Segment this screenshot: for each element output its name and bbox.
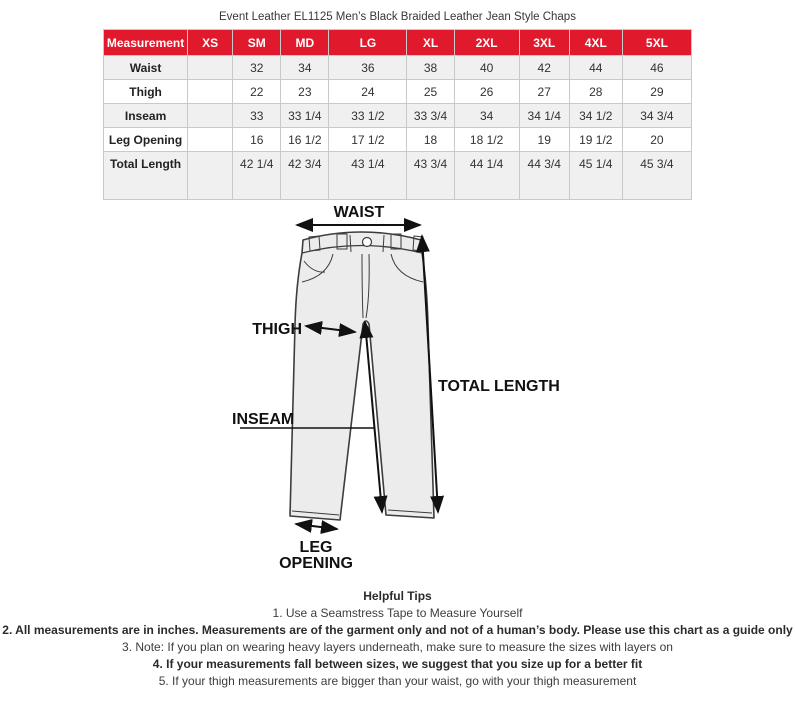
measurement-label-cell: Inseam [104, 104, 188, 128]
measurement-label-cell: Leg Opening [104, 128, 188, 152]
size-cell: 22 [233, 80, 281, 104]
size-cell: 42 3/4 [281, 152, 329, 200]
waist-button [363, 238, 372, 247]
pants-illustration [290, 232, 434, 520]
waist-label: WAIST [333, 204, 385, 221]
tip-item: 1. Use a Seamstress Tape to Measure Yourself [272, 606, 523, 620]
size-cell: 24 [329, 80, 407, 104]
tips-heading: Helpful Tips [363, 589, 432, 603]
measurement-label-cell: Thigh [104, 80, 188, 104]
size-cell: 27 [519, 80, 569, 104]
column-header-xs: XS [188, 30, 233, 56]
size-cell: 43 3/4 [407, 152, 454, 200]
size-cell: 25 [407, 80, 454, 104]
size-cell: 16 1/2 [281, 128, 329, 152]
leg-opening-label-line2: OPENING [279, 555, 353, 572]
size-cell: 33 1/2 [329, 104, 407, 128]
size-cell: 34 1/2 [569, 104, 622, 128]
leg-opening-label-line1: LEG [299, 539, 333, 556]
size-cell: 45 1/4 [569, 152, 622, 200]
row-inseam [104, 104, 692, 128]
page-title: Event Leather EL1125 Men’s Black Braided Leather Jean Style Chaps [219, 11, 576, 23]
row-waist [104, 56, 692, 80]
size-cell: 33 3/4 [407, 104, 454, 128]
size-cell: 36 [329, 56, 407, 80]
size-cell: 16 [233, 128, 281, 152]
size-cell: 44 1/4 [454, 152, 519, 200]
measurement-label-cell: Waist [104, 56, 188, 80]
size-cell: 18 1/2 [454, 128, 519, 152]
size-cell [188, 104, 233, 128]
size-cell: 38 [407, 56, 454, 80]
size-cell [188, 80, 233, 104]
size-cell: 19 [519, 128, 569, 152]
size-cell: 23 [281, 80, 329, 104]
size-cell: 44 3/4 [519, 152, 569, 200]
size-cell: 17 1/2 [329, 128, 407, 152]
size-cell: 19 1/2 [569, 128, 622, 152]
size-cell: 34 3/4 [622, 104, 691, 128]
column-header-5xl: 5XL [622, 30, 691, 56]
size-cell: 42 [519, 56, 569, 80]
size-cell: 18 [407, 128, 454, 152]
size-cell: 46 [622, 56, 691, 80]
size-cell: 33 1/4 [281, 104, 329, 128]
size-cell: 45 3/4 [622, 152, 691, 200]
row-thigh [104, 80, 692, 104]
tip-item: 2. All measurements are in inches. Measurements are of the garment only and not of a human’s body. Please use this chart as a guide only [2, 623, 793, 637]
helpful-tips-section [0, 588, 795, 690]
size-cell: 20 [622, 128, 691, 152]
size-cell: 34 [454, 104, 519, 128]
size-cell: 28 [569, 80, 622, 104]
size-cell: 40 [454, 56, 519, 80]
header-row [104, 30, 692, 56]
size-cell: 44 [569, 56, 622, 80]
column-header-sm: SM [233, 30, 281, 56]
inseam-label: INSEAM [232, 411, 295, 428]
size-cell: 42 1/4 [233, 152, 281, 200]
row-leg-opening [104, 128, 692, 152]
column-header-2xl: 2XL [454, 30, 519, 56]
leg-opening-arrow [296, 524, 337, 529]
size-cell: 32 [233, 56, 281, 80]
column-header-md: MD [281, 30, 329, 56]
size-cell [188, 56, 233, 80]
size-cell: 26 [454, 80, 519, 104]
thigh-label: THIGH [252, 321, 302, 338]
column-header-xl: XL [407, 30, 454, 56]
measurement-label-cell: Total Length [104, 152, 188, 200]
column-header-lg: LG [329, 30, 407, 56]
column-header-measurement: Measurement [104, 30, 188, 56]
size-cell: 43 1/4 [329, 152, 407, 200]
size-cell [188, 152, 233, 200]
size-chart-table [103, 29, 692, 200]
tip-item: 4. If your measurements fall between sizes, we suggest that you size up for a better fit [152, 657, 643, 671]
size-cell: 34 1/4 [519, 104, 569, 128]
size-cell: 34 [281, 56, 329, 80]
column-header-4xl: 4XL [569, 30, 622, 56]
size-cell: 29 [622, 80, 691, 104]
measurement-diagram [0, 200, 795, 580]
size-cell [188, 128, 233, 152]
tip-item: 5. If your thigh measurements are bigger than your waist, go with your thigh measurement [158, 674, 637, 688]
total-length-label: TOTAL LENGTH [438, 378, 560, 395]
tip-item: 3. Note: If you plan on wearing heavy layers underneath, make sure to measure the sizes with layers on [122, 640, 673, 654]
row-total-length [104, 152, 692, 200]
size-cell: 33 [233, 104, 281, 128]
column-header-3xl: 3XL [519, 30, 569, 56]
